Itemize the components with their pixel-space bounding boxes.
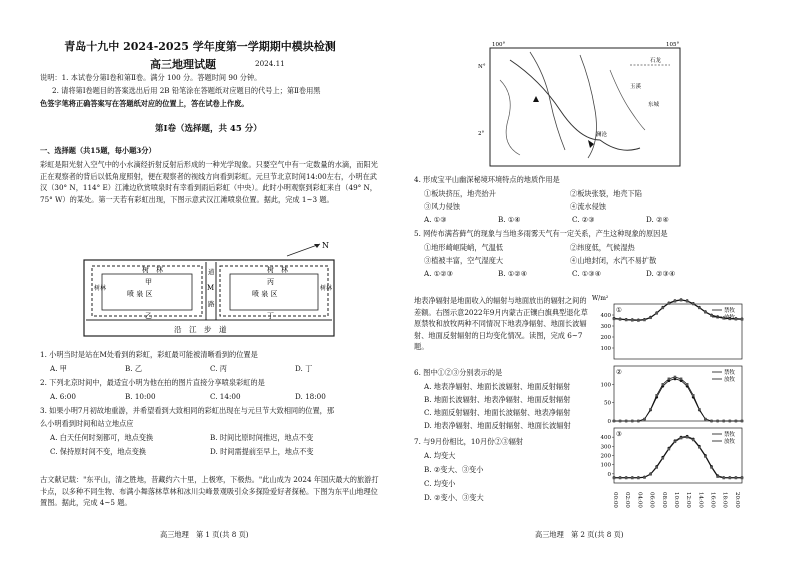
- part1-heading: 一、选择题（共15题，每小题3分）: [40, 146, 156, 155]
- chart-point: [692, 439, 695, 442]
- passage-2: 古文献记载："东平山，清之胜地，昔藏约六十里，上极寒，下极热。"此山成为 2024 年国庆最大的旅游打卡点，以多种不同生物、布满小舞落林草林和冰川尖峰景观吸引众多探险爱好者探秘。下图为东平山地理位置图。据此，完成 4~5 题。: [40, 475, 379, 507]
- chart-point: [729, 420, 732, 423]
- passage-1: 彩虹是阳光射入空气中的小水滴经折射反射后形成的一种光学现象。只要空气中有一定数量的水滴，而阳光正在观察者的背后以低角度照射，便在观察者的视线方向看到彩虹。元旦节北京时间14:00左右，小明在武汉（30° N，114° E）江滩边欣赏喷泉时有幸看到雨后彩虹（中央）。此时小明观察到彩虹来自（49° N，75° W）的某处。第一天若有彩虹出现，下图示意武汉江滩喷泉位置。据此，完成 1~3 题。: [40, 160, 378, 204]
- q5-opt-d[interactable]: D. ②③④: [646, 269, 676, 278]
- q5: 5. 网传布满苔藓气的现象与当地多雨雾天气有一定关系，产生这种现象的原因是: [414, 229, 668, 238]
- chart-ytick-label: 100: [600, 382, 611, 389]
- q2: 2. 下列北京时间中，最适宜小明为他在拍的图片直接分享喷泉彩虹的是: [40, 378, 265, 387]
- note-3: 色签字笔将正确答案写在答题纸对应的位置上，答在试卷上作废。: [40, 99, 249, 108]
- chart-point: [655, 466, 658, 469]
- chart-point: [661, 457, 664, 460]
- chart-point: [680, 437, 683, 440]
- note-2: 2. 请将第Ⅰ卷题目的答案选出后用 2B 铅笔涂在答题纸对应题目的代号上；第Ⅱ卷用黑: [52, 86, 321, 95]
- chart-point: [722, 420, 725, 423]
- chart-point: [643, 418, 646, 421]
- chart-point: [613, 420, 616, 423]
- chart-xtick-label: 00:00: [612, 492, 618, 508]
- q2-opt-d[interactable]: D. 18:00: [295, 392, 326, 401]
- chart-point: [631, 420, 634, 423]
- chart-point: [625, 477, 628, 480]
- q4-opt-c[interactable]: C. ②③: [572, 215, 595, 224]
- chart-ytick-label: 0: [607, 471, 611, 478]
- chart-point: [637, 319, 640, 322]
- zone-bing: 丙: [267, 278, 274, 286]
- note-1: 说明：1. 本试卷分第Ⅰ卷和第Ⅱ卷。满分 100 分。答题时间 90 分钟。: [40, 73, 262, 82]
- q2-opt-a[interactable]: A. 6:00: [50, 392, 76, 401]
- chart-point: [619, 477, 622, 480]
- chart-ytick-label: 300: [600, 444, 611, 451]
- chart-point: [716, 475, 719, 478]
- chart-point: [655, 312, 658, 315]
- q7-opt-a[interactable]: A. 均变大: [424, 451, 456, 460]
- map-lat-1: N°: [478, 64, 486, 70]
- chart-xtick-label: 20:00: [733, 492, 740, 508]
- footer-left: 高三地理 第 1 页(共 8 页): [160, 530, 249, 539]
- chart-point: [735, 420, 738, 423]
- chart-panel-label-3: ③: [616, 430, 622, 438]
- exam-date: 2024.11: [255, 59, 285, 68]
- chart-point: [661, 307, 664, 310]
- chart-ytick-label: 400: [600, 435, 611, 442]
- legend-label: 放牧: [724, 439, 736, 445]
- chart-point: [741, 477, 744, 480]
- chart-point: [631, 477, 634, 480]
- chart-xtick-label: 10:00: [672, 492, 679, 508]
- chart-xtick-label: 08:00: [660, 492, 667, 508]
- chart-point: [704, 311, 707, 314]
- q6-opt-b[interactable]: B. 地面长波辐射、地表净辐射、地面反射辐射: [424, 395, 571, 404]
- zone-left-fountain: 喷 泉 区: [127, 290, 153, 298]
- chart-panel-label-1: ①: [616, 306, 622, 314]
- chart-point: [613, 318, 616, 321]
- chart-point: [619, 420, 622, 423]
- chart-series-line-fangmu: [614, 437, 742, 478]
- chart-point: [686, 300, 689, 303]
- chart-point: [668, 302, 671, 305]
- chart-point: [735, 477, 738, 480]
- chart-series-line-fangmu: [614, 377, 742, 421]
- chart-point: [741, 318, 744, 321]
- chart-point: [680, 378, 683, 381]
- chart-point: [704, 418, 707, 421]
- chart-point: [741, 420, 744, 423]
- m-label: M: [207, 284, 215, 292]
- footer-right: 高三地理 第 2 页(共 8 页): [535, 530, 624, 539]
- chart-y-unit: W/m²: [592, 295, 609, 302]
- chart-point: [661, 383, 664, 386]
- q1-opt-d[interactable]: D. 丁: [295, 364, 313, 373]
- q4-stmt-2: ②板块张裂，地壳下陷: [570, 189, 642, 198]
- chart-point: [625, 420, 628, 423]
- q1-opt-c[interactable]: C. 丙: [210, 364, 227, 373]
- q6-opt-a[interactable]: A. 地表净辐射、地面长波辐射、地面反射辐射: [424, 382, 571, 391]
- q3-opt-d[interactable]: D. 时间需提前至早上，地点不变: [210, 447, 314, 456]
- chart-point: [680, 299, 683, 302]
- legend-label: 禁牧: [724, 432, 736, 438]
- chart-point: [649, 408, 652, 411]
- chart-point: [631, 319, 634, 322]
- chart-point: [704, 455, 707, 458]
- legend-label: 禁牧: [724, 308, 736, 314]
- q4-stmt-3: ③风力侵蚀: [424, 202, 460, 211]
- chart-xtick-label: 12:00: [685, 492, 692, 508]
- q1: 1. 小明当时是站在M处看到的彩虹，彩虹最可能被清晰看到的位置是: [40, 350, 258, 359]
- chart-ytick-label: 100: [600, 462, 611, 469]
- zone-yi: 乙: [145, 312, 152, 320]
- q2-opt-b[interactable]: B. 10:00: [125, 392, 156, 401]
- q6: 6. 图中①②③分别表示的是: [414, 368, 503, 377]
- fountain-map: [62, 238, 352, 340]
- q4-opt-d[interactable]: D. ②④: [646, 215, 669, 224]
- chart-ytick-label: 50: [604, 400, 611, 407]
- legend-label: 禁牧: [724, 370, 736, 376]
- q1-opt-a[interactable]: A. 甲: [50, 364, 67, 373]
- legend-label: 放牧: [724, 315, 736, 321]
- zone-right-fountain: 喷 泉 区: [252, 290, 278, 298]
- chart-ytick-label: 100: [600, 346, 611, 352]
- chart-panel-3: [614, 428, 742, 483]
- chart-point: [698, 446, 701, 449]
- chart-ytick-label: 200: [600, 453, 611, 460]
- chart-xtick-label: 02:00: [624, 492, 631, 508]
- chart-point: [692, 394, 695, 397]
- q6-opt-c[interactable]: C. 地面反射辐射、地面长波辐射、地表净辐射: [424, 408, 571, 417]
- q4-stmt-1: ①板块挤压，地壳抬升: [424, 189, 496, 198]
- chart-ytick-label: 300: [600, 324, 611, 330]
- road-label: 道: [208, 268, 215, 276]
- road-lu-label: 路: [208, 300, 215, 308]
- q7-opt-d[interactable]: D. ②变小、③变大: [424, 493, 484, 502]
- q6-opt-d[interactable]: D. 地表净辐射、地面反射辐射、地面长波辐射: [424, 421, 571, 430]
- chart-xtick-label: 18:00: [721, 492, 728, 508]
- zone-ding: 丁: [267, 312, 274, 320]
- chart-ytick-label: 400: [600, 313, 611, 319]
- chart-point: [674, 376, 677, 379]
- q4-stmt-4: ④流水侵蚀: [570, 202, 606, 211]
- chart-point: [698, 307, 701, 310]
- chart-point: [649, 473, 652, 476]
- chart-point: [729, 477, 732, 480]
- chart-series-line-jinmu: [614, 379, 742, 421]
- chart-point: [710, 420, 713, 423]
- chart-point: [643, 476, 646, 479]
- map-top-left: 树 林: [142, 266, 163, 274]
- map-side-right: 树林: [320, 285, 333, 292]
- map-river: 澜沧: [596, 132, 608, 138]
- chart-point: [692, 303, 695, 306]
- exam-subtitle: 高三地理试题: [150, 58, 216, 71]
- map-lon-2: 105°: [666, 42, 680, 48]
- passage-3: 地表净辐射是地面收入的辐射与地面放出的辐射之间的差额。右图示意2022年9月内蒙古正镶白旗典型退化草原禁牧和放牧两种不同情况下地表净辐射、地面长波辐射、地面反射辐射的日均变化情况。读图，完成 6~7 题。: [414, 296, 588, 351]
- map-lat-2: 2°: [478, 131, 485, 137]
- chart-series-line-jinmu: [614, 436, 742, 477]
- map-top-right: 树 林: [267, 266, 288, 274]
- chart-point: [613, 477, 616, 480]
- chart-point: [698, 408, 701, 411]
- chart-point: [637, 420, 640, 423]
- q7: 7. 与9月份相比，10月份②③辐射: [414, 437, 524, 446]
- legend-label: 放牧: [724, 377, 736, 383]
- chart-point: [625, 319, 628, 322]
- chart-point: [716, 420, 719, 423]
- location-map: [470, 40, 690, 172]
- chart-point: [686, 383, 689, 386]
- chart-xtick-label: 14:00: [697, 492, 704, 508]
- q7-opt-b[interactable]: B. ②变大、③变小: [424, 465, 484, 474]
- q5-opt-b[interactable]: B. ①②④: [498, 269, 528, 278]
- chart-point: [668, 378, 671, 381]
- q5-stmt-1: ①地形崎岖陡峭，气温低: [424, 243, 504, 252]
- zone-jia: 甲: [145, 278, 152, 286]
- q7-opt-c[interactable]: C. 均变小: [424, 479, 456, 488]
- chart-point: [686, 436, 689, 439]
- q5-opt-c[interactable]: C. ①③④: [572, 269, 602, 278]
- chart-point: [655, 394, 658, 397]
- q5-opt-a[interactable]: A. ①②③: [424, 269, 454, 278]
- q5-stmt-3: ③植被丰富，空气湿度大: [424, 256, 504, 265]
- map-label-1: 石龙: [650, 58, 662, 64]
- q3-line1: 3. 如果小明7月初故地重游，并希望看到大致相同的彩虹出现在与元旦节大致相同的位置，那: [40, 406, 335, 415]
- chart-ytick-label: 200: [600, 335, 611, 341]
- chart-panel-1: [614, 304, 742, 359]
- chart-point: [643, 319, 646, 322]
- q5-stmt-2: ②纬度低，气候湿热: [570, 243, 635, 252]
- q2-opt-c[interactable]: C. 14:00: [210, 392, 241, 401]
- q4: 4. 形成宝平山幽深秘境环境特点的地质作用是: [414, 175, 560, 184]
- chart-point: [649, 316, 652, 319]
- chart-panel-2: [614, 366, 742, 421]
- riverside-walk-label: 沿 江 步 道: [174, 325, 227, 334]
- chart-point: [619, 318, 622, 321]
- section-title: 第Ⅰ卷（选择题，共 45 分）: [155, 124, 262, 134]
- q3-opt-a[interactable]: A. 白天任何时刻都可，地点变换: [50, 433, 154, 442]
- q3-opt-c[interactable]: C. 保持原时间不变，地点变换: [50, 447, 147, 456]
- chart-panel-label-2: ②: [616, 368, 622, 376]
- north-label: N: [322, 241, 329, 250]
- q3-opt-b[interactable]: B. 时间比原时间推迟，地点不变: [210, 433, 314, 442]
- chart-point: [674, 440, 677, 443]
- radiation-chart: [592, 292, 752, 542]
- q4-opt-b[interactable]: B. ①④: [498, 215, 521, 224]
- chart-point: [710, 466, 713, 469]
- map-label-2: 玉溪: [630, 84, 642, 90]
- chart-point: [674, 300, 677, 303]
- chart-xtick-label: 16:00: [709, 492, 716, 508]
- map-side-left: 树林: [94, 285, 107, 292]
- map-lon-1: 100°: [492, 42, 506, 48]
- map-city: 东城: [648, 102, 660, 108]
- chart-xtick-label: 04:00: [636, 492, 643, 508]
- q1-opt-b[interactable]: B. 乙: [125, 364, 143, 373]
- chart-point: [722, 477, 725, 480]
- q5-stmt-4: ④山地封闭，水汽不易扩散: [570, 256, 657, 265]
- exam-title: 青岛十九中 2024-2025 学年度第一学期期中模块检测: [64, 40, 336, 53]
- q4-opt-a[interactable]: A. ①③: [424, 215, 447, 224]
- chart-xtick-label: 06:00: [648, 492, 655, 508]
- chart-point: [668, 448, 671, 451]
- chart-ytick-label: 0: [607, 419, 611, 425]
- q3-line2: 么小明看到时间和站立地点应: [40, 419, 134, 428]
- chart-point: [637, 477, 640, 480]
- chart-point: [710, 314, 713, 317]
